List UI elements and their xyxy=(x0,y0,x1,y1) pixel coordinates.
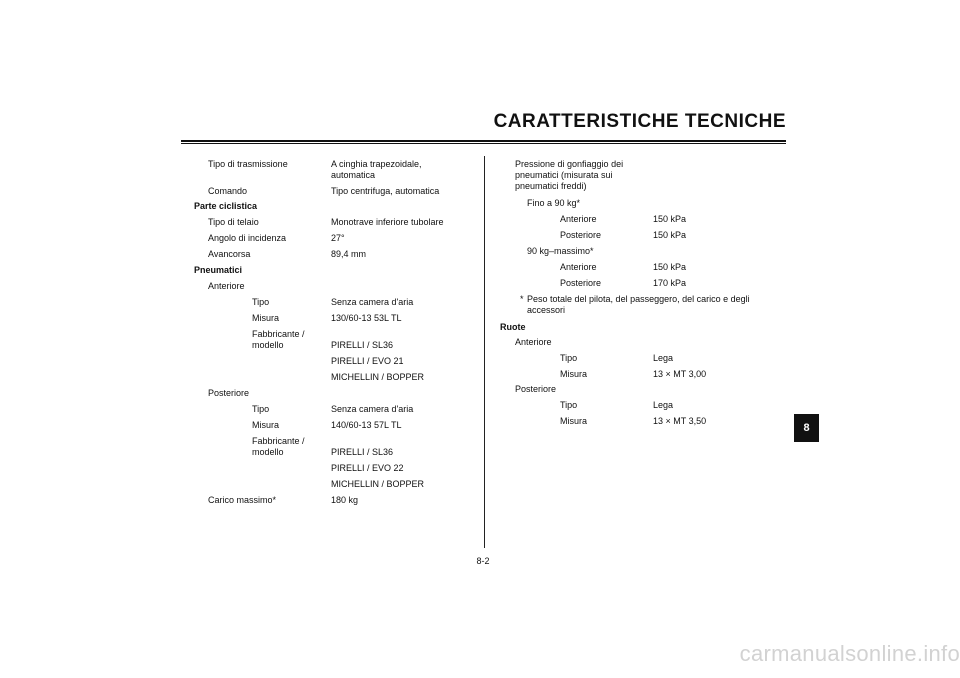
pressure-heading-2: pneumatici (misurata sui xyxy=(515,170,613,180)
wheel-rear-size-value: 13 × MT 3,50 xyxy=(653,416,707,426)
section-heading-wheels: Ruote xyxy=(500,322,526,332)
tire-rear-model-2: PIRELLI / EVO 22 xyxy=(331,463,404,473)
spec-label-transmission: Tipo di trasmissione xyxy=(208,159,288,169)
wheel-front-type-label: Tipo xyxy=(560,353,578,363)
tire-rear-type-label: Tipo xyxy=(252,404,270,414)
header-rule-thick xyxy=(181,140,786,142)
pressure-up-to-90-front-label: Anteriore xyxy=(560,214,597,224)
pressure-90-max-front-label: Anteriore xyxy=(560,262,597,272)
wheel-front-type-value: Lega xyxy=(653,353,674,363)
watermark-text: carmanualsonline.info xyxy=(739,641,960,666)
spec-label-caster: Angolo di incidenza xyxy=(208,233,287,243)
spec-label-max-load: Carico massimo* xyxy=(208,495,277,505)
section-heading-chassis: Parte ciclistica xyxy=(194,201,258,211)
spec-label-control: Comando xyxy=(208,186,248,196)
pressure-up-to-90-label: Fino a 90 kg* xyxy=(527,198,581,208)
section-heading-tires: Pneumatici xyxy=(194,265,243,275)
pressure-up-to-90-rear-value: 150 kPa xyxy=(653,230,687,240)
spec-label-trail: Avancorsa xyxy=(208,249,251,259)
wheel-rear-type-value: Lega xyxy=(653,400,674,410)
spec-value-frame: Monotrave inferiore tubolare xyxy=(331,217,444,227)
footnote-marker: * xyxy=(520,294,524,304)
tire-rear-model-3: MICHELLIN / BOPPER xyxy=(331,479,425,489)
tire-front-model-3: MICHELLIN / BOPPER xyxy=(331,372,425,382)
spec-value-control: Tipo centrifuga, automatica xyxy=(331,186,440,196)
pressure-heading-3: pneumatici freddi) xyxy=(515,181,587,191)
tire-rear-size-value: 140/60-13 57L TL xyxy=(331,420,402,430)
spec-value-transmission-1: A cinghia trapezoidale, xyxy=(331,159,422,169)
tire-rear-maker-label-1: Fabbricante / xyxy=(252,436,305,446)
tire-front-label: Anteriore xyxy=(208,281,245,291)
header-rule-thin xyxy=(181,143,786,144)
tire-rear-size-label: Misura xyxy=(252,420,280,430)
wheel-rear-type-label: Tipo xyxy=(560,400,578,410)
column-divider xyxy=(484,156,485,548)
tire-rear-maker-label-2: modello xyxy=(252,447,284,457)
page-number: 8-2 xyxy=(476,556,490,566)
tire-front-maker-label-1: Fabbricante / xyxy=(252,329,305,339)
pressure-90-max-label: 90 kg–massimo* xyxy=(527,246,594,256)
pressure-heading-1: Pressione di gonfiaggio dei xyxy=(515,159,624,169)
page-title: CARATTERISTICHE TECNICHE xyxy=(493,111,786,132)
pressure-90-max-rear-value: 170 kPa xyxy=(653,278,687,288)
tire-rear-type-value: Senza camera d'aria xyxy=(331,404,414,414)
spec-label-frame: Tipo di telaio xyxy=(208,217,259,227)
wheel-front-size-label: Misura xyxy=(560,369,588,379)
chapter-tab: 8 xyxy=(794,414,819,442)
tire-front-model-2: PIRELLI / EVO 21 xyxy=(331,356,404,366)
spec-value-trail: 89,4 mm xyxy=(331,249,367,259)
tire-front-size-label: Misura xyxy=(252,313,280,323)
tire-front-type-label: Tipo xyxy=(252,297,270,307)
spec-value-max-load: 180 kg xyxy=(331,495,359,505)
tire-rear-model-1: PIRELLI / SL36 xyxy=(331,447,394,457)
tire-front-model-1: PIRELLI / SL36 xyxy=(331,340,394,350)
pressure-up-to-90-front-value: 150 kPa xyxy=(653,214,687,224)
spec-value-transmission-2: automatica xyxy=(331,170,376,180)
wheel-rear-label: Posteriore xyxy=(515,384,557,394)
spec-value-caster: 27° xyxy=(331,233,345,243)
tire-rear-label: Posteriore xyxy=(208,388,250,398)
footnote-text-2: accessori xyxy=(527,305,566,315)
tire-front-size-value: 130/60-13 53L TL xyxy=(331,313,402,323)
tire-front-type-value: Senza camera d'aria xyxy=(331,297,414,307)
tire-front-maker-label-2: modello xyxy=(252,340,284,350)
pressure-up-to-90-rear-label: Posteriore xyxy=(560,230,602,240)
wheel-front-label: Anteriore xyxy=(515,337,552,347)
wheel-rear-size-label: Misura xyxy=(560,416,588,426)
pressure-90-max-rear-label: Posteriore xyxy=(560,278,602,288)
wheel-front-size-value: 13 × MT 3,00 xyxy=(653,369,707,379)
pressure-90-max-front-value: 150 kPa xyxy=(653,262,687,272)
footnote-text-1: Peso totale del pilota, del passeggero, del carico e degli xyxy=(527,294,750,304)
